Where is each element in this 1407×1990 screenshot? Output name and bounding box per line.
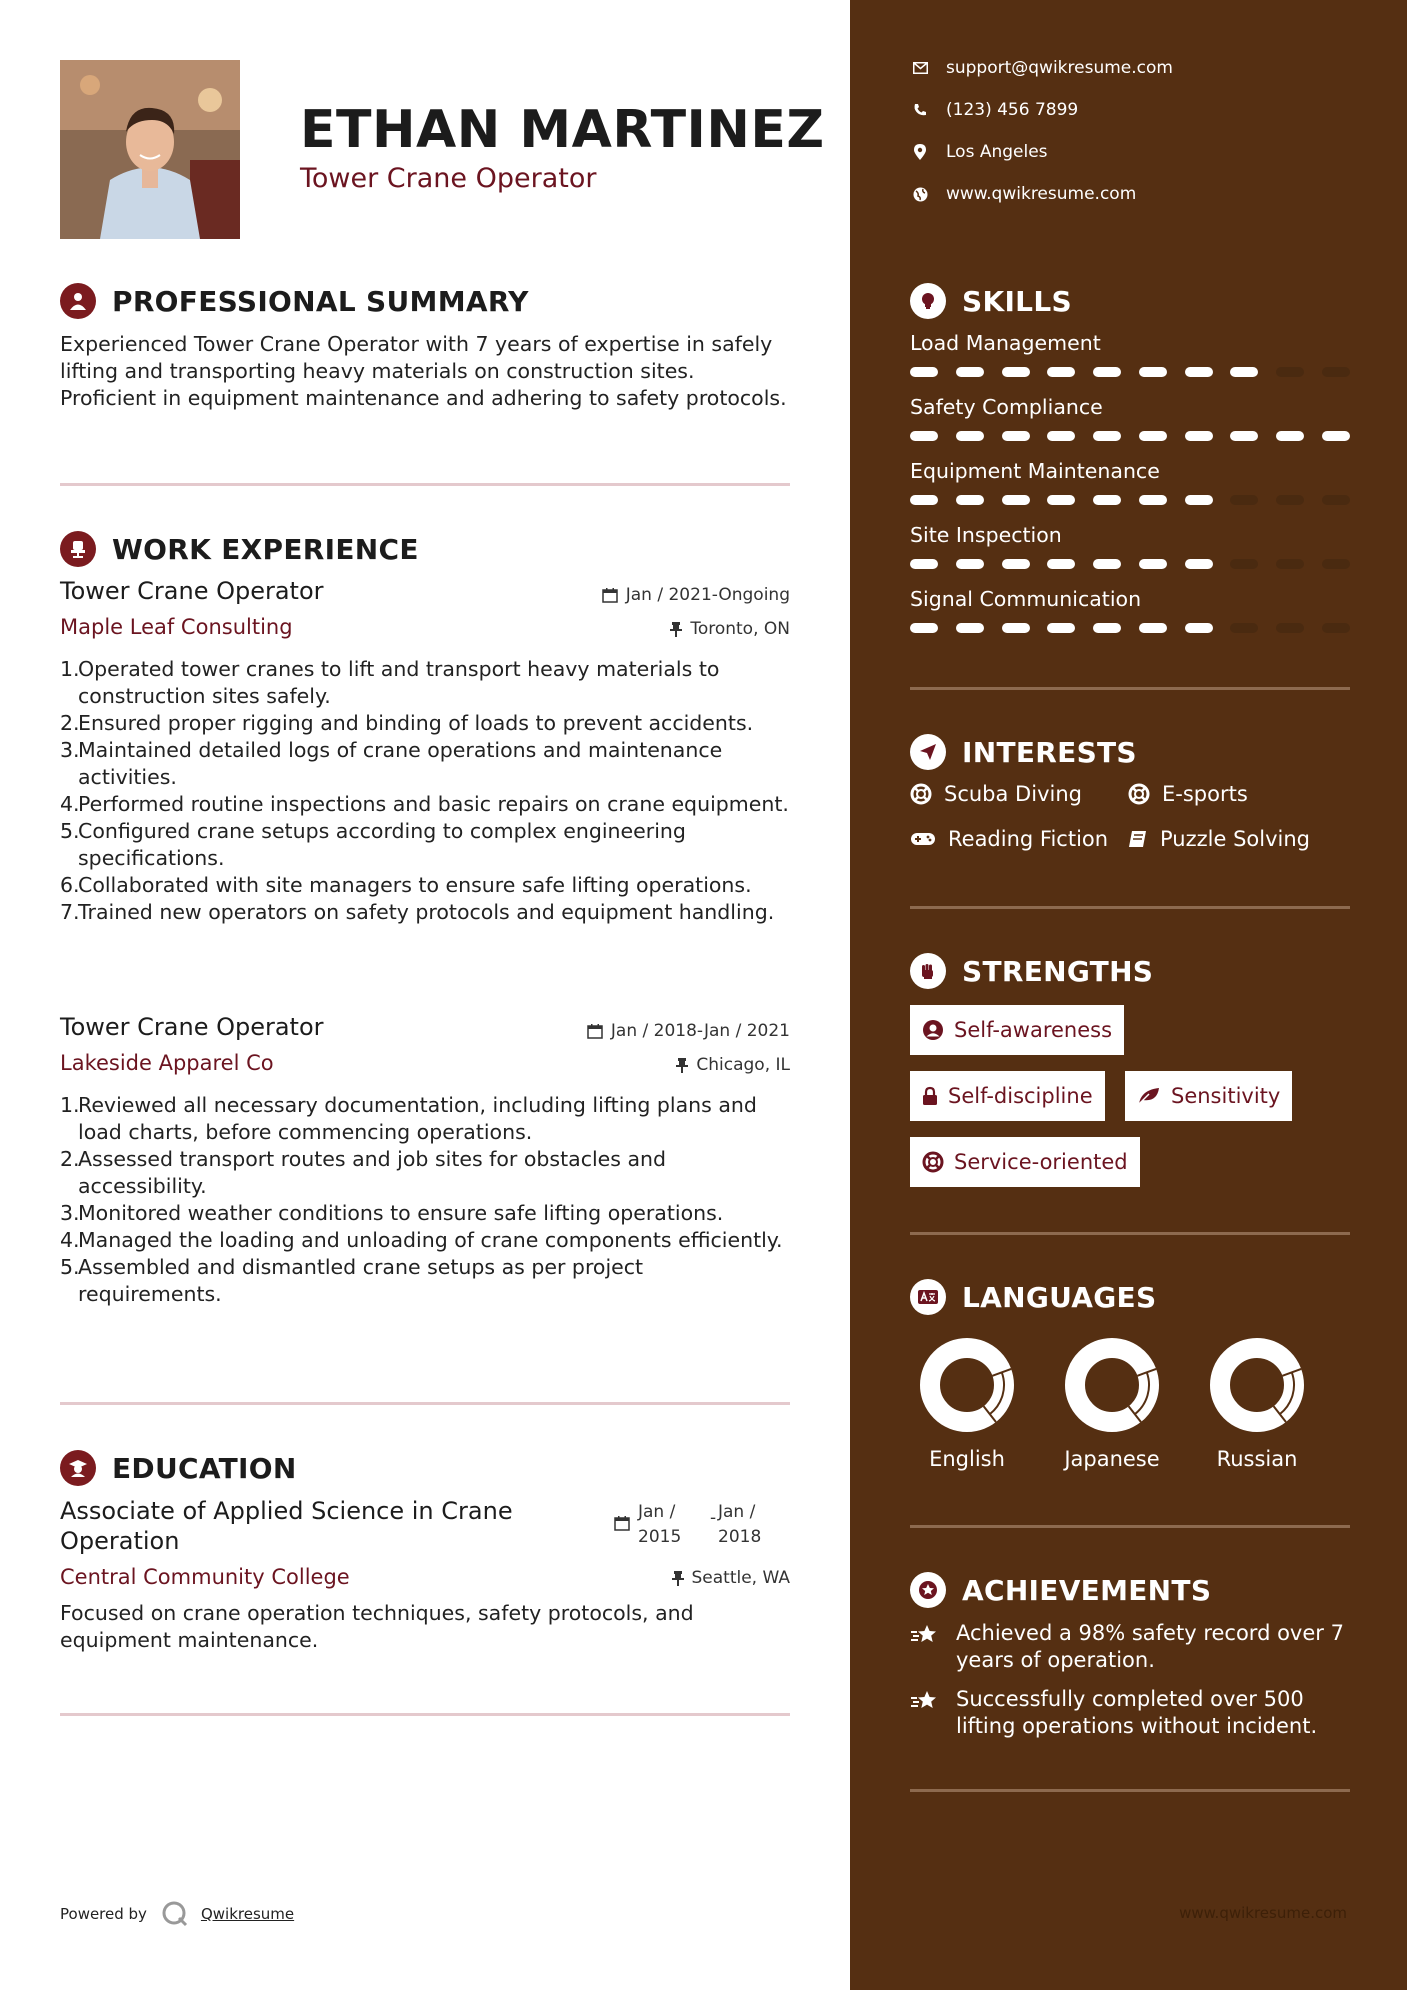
- education-header: [60, 1450, 297, 1486]
- map-pin-icon: [914, 144, 926, 160]
- skill-dash-filled: [1002, 495, 1030, 505]
- pin-icon: [672, 1570, 684, 1586]
- achievement-item: [910, 1620, 1350, 1674]
- skill-dash-filled: [1185, 623, 1213, 633]
- list-item: 7. Trained new operators on safety protocols and equipment handling.: [60, 900, 775, 924]
- bullet-text: Trained new operators on safety protocols and equipment handling.: [78, 900, 775, 924]
- skill-dash-filled: [1139, 367, 1167, 377]
- strength-tag: [910, 1137, 1140, 1187]
- phone-icon: [913, 103, 927, 117]
- pin-icon: [670, 621, 682, 637]
- skill-dash-empty: [1276, 495, 1304, 505]
- skill-dash-filled: [1002, 559, 1030, 569]
- interests-header: [910, 734, 1137, 770]
- paper-plane-icon: [910, 734, 946, 770]
- strengths-heading: STRENGTHS: [962, 954, 1154, 988]
- skill-dash-filled: [1185, 495, 1213, 505]
- language-name: Russian: [1216, 1447, 1298, 1471]
- divider: [60, 1402, 790, 1405]
- gamepad-icon: [910, 831, 936, 847]
- skill-dash-empty: [1230, 495, 1258, 505]
- skill-dash-empty: [1230, 623, 1258, 633]
- achievements-heading: ACHIEVEMENTS: [962, 1573, 1212, 1607]
- skill-dash-filled: [1185, 559, 1213, 569]
- skill-dash-filled: [956, 623, 984, 633]
- list-item: 3. Maintained detailed logs of crane operations and maintenance activities.: [60, 737, 790, 791]
- date-start-a: Jan /: [638, 1502, 676, 1522]
- contact-email[interactable]: [912, 58, 1173, 78]
- user-icon: [60, 283, 96, 319]
- profile-photo: [60, 60, 240, 239]
- skill-name: Safety Compliance: [910, 395, 1103, 419]
- bullet-text: Monitored weather conditions to ensure safe lifting operations.: [78, 1201, 724, 1225]
- bullet-text: Configured crane setups according to complex engineering specifications.: [78, 819, 686, 870]
- qwikresume-link[interactable]: Qwikresume: [200, 1905, 295, 1923]
- skill-dash-empty: [1276, 623, 1304, 633]
- divider: [910, 1789, 1350, 1792]
- skill-dash-filled: [1093, 495, 1121, 505]
- powered-by: [60, 1900, 294, 1928]
- interest-label: Puzzle Solving: [1160, 827, 1310, 851]
- interest-label: Reading Fiction: [948, 827, 1109, 851]
- interest-item: [910, 782, 1082, 806]
- achievement-text: Achieved a 98% safety record over 7 years of operation.: [956, 1621, 1344, 1672]
- skill-dash-filled: [1230, 367, 1258, 377]
- contact-phone[interactable]: [912, 100, 1078, 120]
- skill-dash-empty: [1322, 367, 1350, 377]
- job-date-text: Jan / 2018-Jan / 2021: [610, 1021, 790, 1041]
- degree-title-line2: Operation: [60, 1527, 180, 1555]
- education-text: Focused on crane operation techniques, safety protocols, and equipment maintenance.: [60, 1601, 694, 1652]
- skill-dash-filled: [1047, 431, 1075, 441]
- language-ring: [912, 1330, 1022, 1444]
- education-location: [672, 1568, 791, 1588]
- skill-dash-filled: [1276, 431, 1304, 441]
- education-location-text: Seattle, WA: [691, 1568, 790, 1588]
- book-icon: [1128, 829, 1148, 849]
- divider: [60, 483, 790, 486]
- office-chair-icon: [60, 531, 96, 567]
- job-location: [670, 619, 790, 639]
- lightbulb-icon: [910, 283, 946, 319]
- degree-title-line1: Associate of Applied Science in Crane: [60, 1497, 513, 1525]
- skill-name: Load Management: [910, 331, 1101, 355]
- skill-dash-empty: [1322, 495, 1350, 505]
- language-ring: [1202, 1330, 1312, 1444]
- skill-dash-filled: [1139, 495, 1167, 505]
- calendar-icon: [602, 587, 618, 603]
- list-item: 3. Monitored weather conditions to ensure safe lifting operations.: [60, 1201, 724, 1225]
- footer-site[interactable]: www.qwikresume.com: [1179, 1904, 1347, 1922]
- job-bullets: [60, 656, 790, 926]
- calendar-icon: [614, 1515, 630, 1531]
- date-end-b: 2018: [718, 1527, 762, 1547]
- language-donut: [1057, 1330, 1167, 1440]
- contact-location: [912, 142, 1048, 162]
- achievement-item: [910, 1686, 1350, 1740]
- summary-text: Experienced Tower Crane Operator with 7 years of expertise in safely lifting and transporting heavy materials on construction sites. Proficient in equipment maintenance and adhering to safety protocols.: [60, 332, 787, 410]
- skill-meter: [910, 495, 1350, 505]
- divider: [910, 1525, 1350, 1528]
- divider: [910, 1232, 1350, 1235]
- calendar-icon: [587, 1023, 603, 1039]
- strength-label: Service-oriented: [954, 1150, 1128, 1174]
- skill-dash-filled: [1002, 623, 1030, 633]
- experience-heading: WORK EXPERIENCE: [112, 532, 419, 566]
- job-date-text: Jan / 2021-Ongoing: [625, 585, 790, 605]
- strength-tag: [910, 1071, 1105, 1121]
- contact-phone-text: (123) 456 7899: [946, 100, 1079, 120]
- leaf-icon: [1137, 1086, 1161, 1106]
- divider: [60, 1713, 790, 1716]
- job-company: Maple Leaf Consulting: [60, 615, 293, 639]
- skill-meter: [910, 367, 1350, 377]
- strength-tag: [1125, 1071, 1292, 1121]
- contact-website[interactable]: [912, 184, 1136, 204]
- skill-dash-filled: [910, 367, 938, 377]
- job-title: Tower Crane Operator: [60, 577, 324, 605]
- candidate-title: Tower Crane Operator: [300, 163, 597, 194]
- bullet-text: Maintained detailed logs of crane operations and maintenance activities.: [78, 738, 723, 789]
- skill-name: Site Inspection: [910, 523, 1062, 547]
- skills-header: [910, 283, 1072, 319]
- list-item: 5. Assembled and dismantled crane setups as per project requirements.: [60, 1254, 790, 1308]
- bullet-text: Performed routine inspections and basic repairs on crane equipment.: [78, 792, 789, 816]
- interest-item: [1128, 827, 1310, 851]
- skill-dash-filled: [956, 559, 984, 569]
- education-heading: EDUCATION: [112, 1451, 297, 1485]
- skill-dash-filled: [1139, 623, 1167, 633]
- bullet-text: Collaborated with site managers to ensure safe lifting operations.: [78, 873, 752, 897]
- skill-dash-empty: [1322, 623, 1350, 633]
- user-circle-icon: [922, 1019, 944, 1041]
- skill-dash-filled: [1139, 559, 1167, 569]
- skill-dash-filled: [1047, 623, 1075, 633]
- contact-email-text: support@qwikresume.com: [946, 58, 1173, 78]
- languages-header: [910, 1279, 1156, 1315]
- interest-label: Scuba Diving: [944, 782, 1082, 806]
- skill-dash-filled: [1139, 431, 1167, 441]
- strengths-header: [910, 953, 1153, 989]
- language-donut: [1202, 1330, 1312, 1440]
- skill-dash-filled: [910, 431, 938, 441]
- date-end-a: Jan /: [718, 1502, 756, 1522]
- star-badge-icon: [910, 1572, 946, 1608]
- experience-header: [60, 531, 419, 567]
- language-ring: [1057, 1330, 1167, 1444]
- skill-dash-empty: [1276, 559, 1304, 569]
- job-company: Lakeside Apparel Co: [60, 1051, 274, 1075]
- job-bullets: [60, 1092, 790, 1308]
- list-item: 1. Operated tower cranes to lift and transport heavy materials to construction sites safely.: [60, 656, 790, 710]
- skill-dash-filled: [1002, 431, 1030, 441]
- skill-dash-filled: [1002, 367, 1030, 377]
- skill-dash-filled: [1185, 367, 1213, 377]
- job-date: [587, 1021, 790, 1041]
- school-name: Central Community College: [60, 1565, 350, 1589]
- contact-location-text: Los Angeles: [946, 142, 1048, 162]
- language-name: English: [929, 1447, 1005, 1471]
- date-separator: -: [710, 1508, 717, 1528]
- envelope-icon: [913, 62, 928, 74]
- skill-dash-filled: [1093, 559, 1121, 569]
- skill-meter: [910, 559, 1350, 569]
- skill-dash-filled: [1047, 367, 1075, 377]
- list-item: 4. Managed the loading and unloading of crane components efficiently.: [60, 1228, 783, 1252]
- skill-dash-empty: [1276, 367, 1304, 377]
- date-start-b: 2015: [638, 1527, 682, 1547]
- interest-item: [910, 827, 1108, 851]
- job-title: Tower Crane Operator: [60, 1013, 324, 1041]
- skill-dash-empty: [1322, 559, 1350, 569]
- language-name: Japanese: [1064, 1447, 1160, 1471]
- skill-dash-filled: [1322, 431, 1350, 441]
- bullet-text: Assessed transport routes and job sites for obstacles and accessibility.: [78, 1147, 667, 1198]
- skills-heading: SKILLS: [962, 284, 1072, 318]
- bullet-text: Reviewed all necessary documentation, including lifting plans and load charts, before commencing operations.: [78, 1093, 757, 1144]
- skill-dash-filled: [956, 431, 984, 441]
- skill-meter: [910, 431, 1350, 441]
- skill-name: Equipment Maintenance: [910, 459, 1160, 483]
- summary-header: [60, 283, 529, 319]
- strength-label: Self-discipline: [948, 1084, 1093, 1108]
- skill-dash-filled: [1185, 431, 1213, 441]
- strength-tag: [910, 1005, 1124, 1055]
- strength-label: Self-awareness: [954, 1018, 1113, 1042]
- candidate-name: ETHAN MARTINEZ: [300, 100, 825, 160]
- graduate-icon: [60, 1450, 96, 1486]
- job-location-text: Toronto, ON: [690, 619, 790, 639]
- skill-dash-filled: [1093, 367, 1121, 377]
- divider: [910, 906, 1350, 909]
- list-item: 2. Assessed transport routes and job sites for obstacles and accessibility.: [60, 1146, 790, 1200]
- lifebuoy-icon: [910, 783, 932, 805]
- pin-icon: [676, 1057, 688, 1073]
- sidebar: [850, 0, 1407, 1990]
- contact-website-text: www.qwikresume.com: [946, 184, 1137, 204]
- achievement-text: Successfully completed over 500 lifting operations without incident.: [956, 1687, 1318, 1738]
- star-speed-icon: [910, 1623, 940, 1647]
- globe-icon: [913, 187, 928, 202]
- interest-item: [1128, 782, 1248, 806]
- job-location: [676, 1055, 790, 1075]
- bullet-text: Assembled and dismantled crane setups as per project requirements.: [78, 1255, 644, 1306]
- skill-dash-filled: [910, 623, 938, 633]
- bullet-text: Operated tower cranes to lift and transport heavy materials to construction sites safely.: [78, 657, 720, 708]
- skill-dash-empty: [1230, 559, 1258, 569]
- translate-icon: [910, 1279, 946, 1315]
- strength-label: Sensitivity: [1171, 1084, 1281, 1108]
- languages-heading: LANGUAGES: [962, 1280, 1157, 1314]
- lock-icon: [922, 1086, 938, 1106]
- summary-heading: PROFESSIONAL SUMMARY: [112, 284, 529, 318]
- skill-dash-filled: [1093, 431, 1121, 441]
- skill-meter: [910, 623, 1350, 633]
- powered-by-label: Powered by: [60, 1905, 147, 1923]
- list-item: 5. Configured crane setups according to complex engineering specifications.: [60, 818, 790, 872]
- skill-dash-filled: [1093, 623, 1121, 633]
- lifebuoy-icon: [922, 1151, 944, 1173]
- list-item: 2. Ensured proper rigging and binding of loads to prevent accidents.: [60, 711, 754, 735]
- skill-dash-filled: [910, 495, 938, 505]
- lifebuoy-icon: [1128, 783, 1150, 805]
- skill-dash-filled: [1230, 431, 1258, 441]
- bullet-text: Ensured proper rigging and binding of loads to prevent accidents.: [78, 711, 754, 735]
- skill-dash-filled: [956, 495, 984, 505]
- interest-label: E-sports: [1162, 782, 1248, 806]
- divider: [910, 687, 1350, 690]
- job-date: [602, 585, 790, 605]
- achievements-header: [910, 1572, 1211, 1608]
- skill-dash-filled: [910, 559, 938, 569]
- list-item: 6. Collaborated with site managers to ensure safe lifting operations.: [60, 873, 752, 897]
- language-donut: [912, 1330, 1022, 1440]
- qwikresume-logo-icon: [161, 1900, 189, 1928]
- skill-dash-filled: [956, 367, 984, 377]
- skill-dash-filled: [1047, 495, 1075, 505]
- skill-dash-filled: [1047, 559, 1075, 569]
- skill-name: Signal Communication: [910, 587, 1142, 611]
- job-location-text: Chicago, IL: [696, 1055, 790, 1075]
- fist-icon: [910, 953, 946, 989]
- bullet-text: Managed the loading and unloading of crane components efficiently.: [78, 1228, 783, 1252]
- interests-heading: INTERESTS: [962, 735, 1137, 769]
- star-speed-icon: [910, 1689, 940, 1713]
- list-item: 1. Reviewed all necessary documentation, including lifting plans and load charts, before commencing operations.: [60, 1092, 790, 1146]
- list-item: 4. Performed routine inspections and basic repairs on crane equipment.: [60, 792, 789, 816]
